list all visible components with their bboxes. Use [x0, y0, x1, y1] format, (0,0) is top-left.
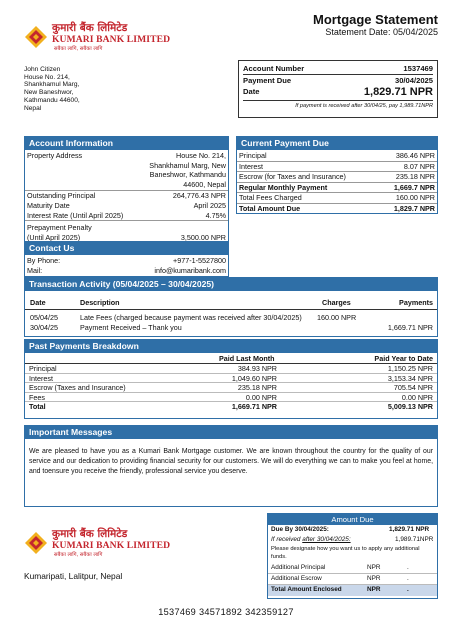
table-row: Escrow (Taxes and Insurance) 235.18 NPR 705.54 NPR [25, 383, 437, 393]
phone-number[interactable]: +977-1-5527800 [173, 256, 226, 265]
payment-due-label: Payment Due [243, 76, 292, 85]
current-payment-table [237, 151, 437, 214]
table-row: Interest 1,049.60 NPR 3,153.34 NPR [25, 374, 437, 384]
bank-logo-bottom [24, 528, 171, 566]
additional-principal-label: Additional Principal [271, 564, 326, 571]
current-payment-row: Total Fees Charged 160.00 NPR [239, 193, 435, 203]
property-address-line: Baneshwor, Kathmandu [149, 170, 226, 180]
account-info-row: Interest Rate (Until April 2025) 4.75% [27, 210, 226, 220]
bank-tagline: सबैका लागि, सबैका लागि [54, 552, 103, 558]
additional-escrow-label: Additional Escrow [271, 575, 322, 582]
late-amount-value: 1,989.71NPR [395, 536, 434, 543]
account-number-label: Account Number [243, 64, 305, 73]
property-address-line: Shankhamul Marg, New [149, 160, 226, 170]
transaction-section [24, 277, 438, 337]
bank-name-english: KUMARI BANK LIMITED [52, 540, 171, 551]
customer-address [24, 66, 80, 112]
col-description-header: Description [80, 298, 120, 307]
late-payment-note: If payment is received after 30/04/25, pay 1,989.71NPR [243, 100, 433, 111]
prepayment-penalty-label: Prepayment Penalty [27, 223, 92, 233]
past-payments-title: Past Payments Breakdown [25, 340, 437, 353]
current-payment-row: Principal 386.46 NPR [239, 151, 435, 160]
summary-box [238, 60, 438, 118]
col-date-header: Date [30, 298, 46, 307]
customer-address-line: Kathmandu 44600, [24, 96, 80, 104]
contact-title: Contact Us [25, 242, 228, 255]
customer-address-line: John Citizen [24, 66, 61, 73]
transaction-title: Transaction Activity (05/04/2025 – 30/04/2025) [25, 278, 437, 291]
prepayment-penalty-value: 3,500.00 NPR [180, 232, 226, 242]
bank-emblem-icon [24, 25, 48, 49]
bank-address: Kumaripati, Lalitpur, Nepal [24, 571, 123, 581]
customer-address-line: New Baneshwor, [24, 89, 74, 97]
bank-name-nepali: कुमारी बैंक लिमिटेड [52, 528, 128, 540]
page-title: Mortgage Statement [313, 12, 438, 27]
messages-body: We are pleased to have you as a Kumari Bank Mortgage customer. We are known throughout the country for the quality of our service and our dedication to providing financial security for our customers. We will do everything we can to make you feel at home, and toensure you receive the friendly, professional service you deserve. [29, 448, 433, 475]
customer-address-line: House No. 214, [24, 73, 70, 81]
table-row: Principal 384.93 NPR 1,150.25 NPR [25, 364, 437, 374]
property-address-label: Property Address [27, 151, 83, 160]
phone-label: By Phone: [27, 256, 61, 265]
mail-label: Mail: [27, 265, 43, 275]
account-info-section [24, 136, 229, 242]
messages-section [24, 425, 438, 507]
past-payments-section [24, 339, 438, 419]
statement-date: Statement Date: 05/04/2025 [325, 27, 438, 37]
email-link[interactable]: info@kumaribank.com [154, 265, 226, 275]
account-number: 1537469 [403, 64, 433, 73]
due-by-value: 1,829.71 NPR [389, 526, 430, 533]
col-payments-header: Payments [399, 298, 433, 307]
customer-address-line: Shankhamul Marg, [24, 81, 80, 89]
table-row: 30/04/25 Payment Received – Thank you 1,669.71 NPR [30, 323, 433, 332]
table-row: Fees 0.00 NPR 0.00 NPR [25, 393, 437, 403]
contact-section [24, 241, 229, 277]
current-payment-title: Current Payment Due [237, 137, 437, 150]
current-payment-row: Escrow (for Taxes and Insurance) 235.18 NPR [239, 172, 435, 182]
current-payment-row: Interest 8.07 NPR [239, 161, 435, 171]
late-label-prefix: If received [271, 536, 303, 543]
amount-due-title: Amount Due [268, 514, 437, 525]
prepayment-penalty-period: (Until April 2025) [27, 232, 81, 242]
bank-name-english: KUMARI BANK LIMITED [52, 34, 171, 45]
account-info-row: Maturity Date April 2025 [27, 200, 226, 210]
bank-name-nepali: कुमारी बैंक लिमिटेड [52, 22, 128, 34]
total-enclosed-input[interactable]: . [407, 586, 409, 593]
current-payment-row: Regular Monthly Payment 1,669.7 NPR [239, 182, 435, 192]
property-address-line: House No. 214, [176, 151, 226, 160]
additional-escrow-input[interactable]: . [407, 575, 409, 582]
amount-due-total: 1,829.71 NPR [363, 86, 433, 98]
col-paid-last-month-header: Paid Last Month [219, 354, 275, 363]
current-payment-row: Total Amount Due 1,829.7 NPR [239, 203, 435, 213]
property-address-line: 44600, Nepal [183, 179, 226, 189]
col-paid-ytd-header: Paid Year to Date [374, 354, 433, 363]
account-info-row: Outstanding Principal 264,776.43 NPR [27, 191, 226, 201]
col-charges-header: Charges [322, 298, 351, 307]
bank-logo-top [24, 22, 171, 60]
footer-scan-line: 1537469 34571892 342359127 [158, 607, 294, 617]
table-row: 05/04/25 Late Fees (charged because payment was received after 30/04/2025) 160.00 NPR [30, 313, 357, 322]
amount-due-coupon: Amount Due Due By 30/04/2025: 1,829.71 NPR If received after 30/04/2025: 1,989.71NPR Please designate how you want us to apply any additional funds. Additional Principal NPR . Additional Escrow NPR . Total Amount Enclosed NPR . [267, 513, 438, 599]
messages-title: Important Messages [25, 426, 437, 439]
date-label: Date [243, 87, 260, 96]
customer-address-line: Nepal [24, 104, 42, 112]
late-label-date: after 30/04/2025: [302, 536, 351, 543]
due-by-label: Due By 30/04/2025: [271, 526, 329, 533]
bank-tagline: सबैका लागि, सबैका लागि [54, 46, 103, 52]
total-enclosed-label: Total Amount Enclosed [271, 586, 342, 593]
table-row: Total 1,669.71 NPR 5,009.13 NPR [29, 402, 433, 412]
additional-principal-input[interactable]: . [407, 564, 409, 571]
account-info-title: Account Information [25, 137, 228, 150]
payment-due-date: 30/04/2025 [394, 76, 433, 85]
current-payment-section [236, 136, 438, 214]
bank-emblem-icon [24, 531, 48, 555]
designate-instruction: Please designate how you want us to apply any additional funds. [271, 546, 420, 560]
